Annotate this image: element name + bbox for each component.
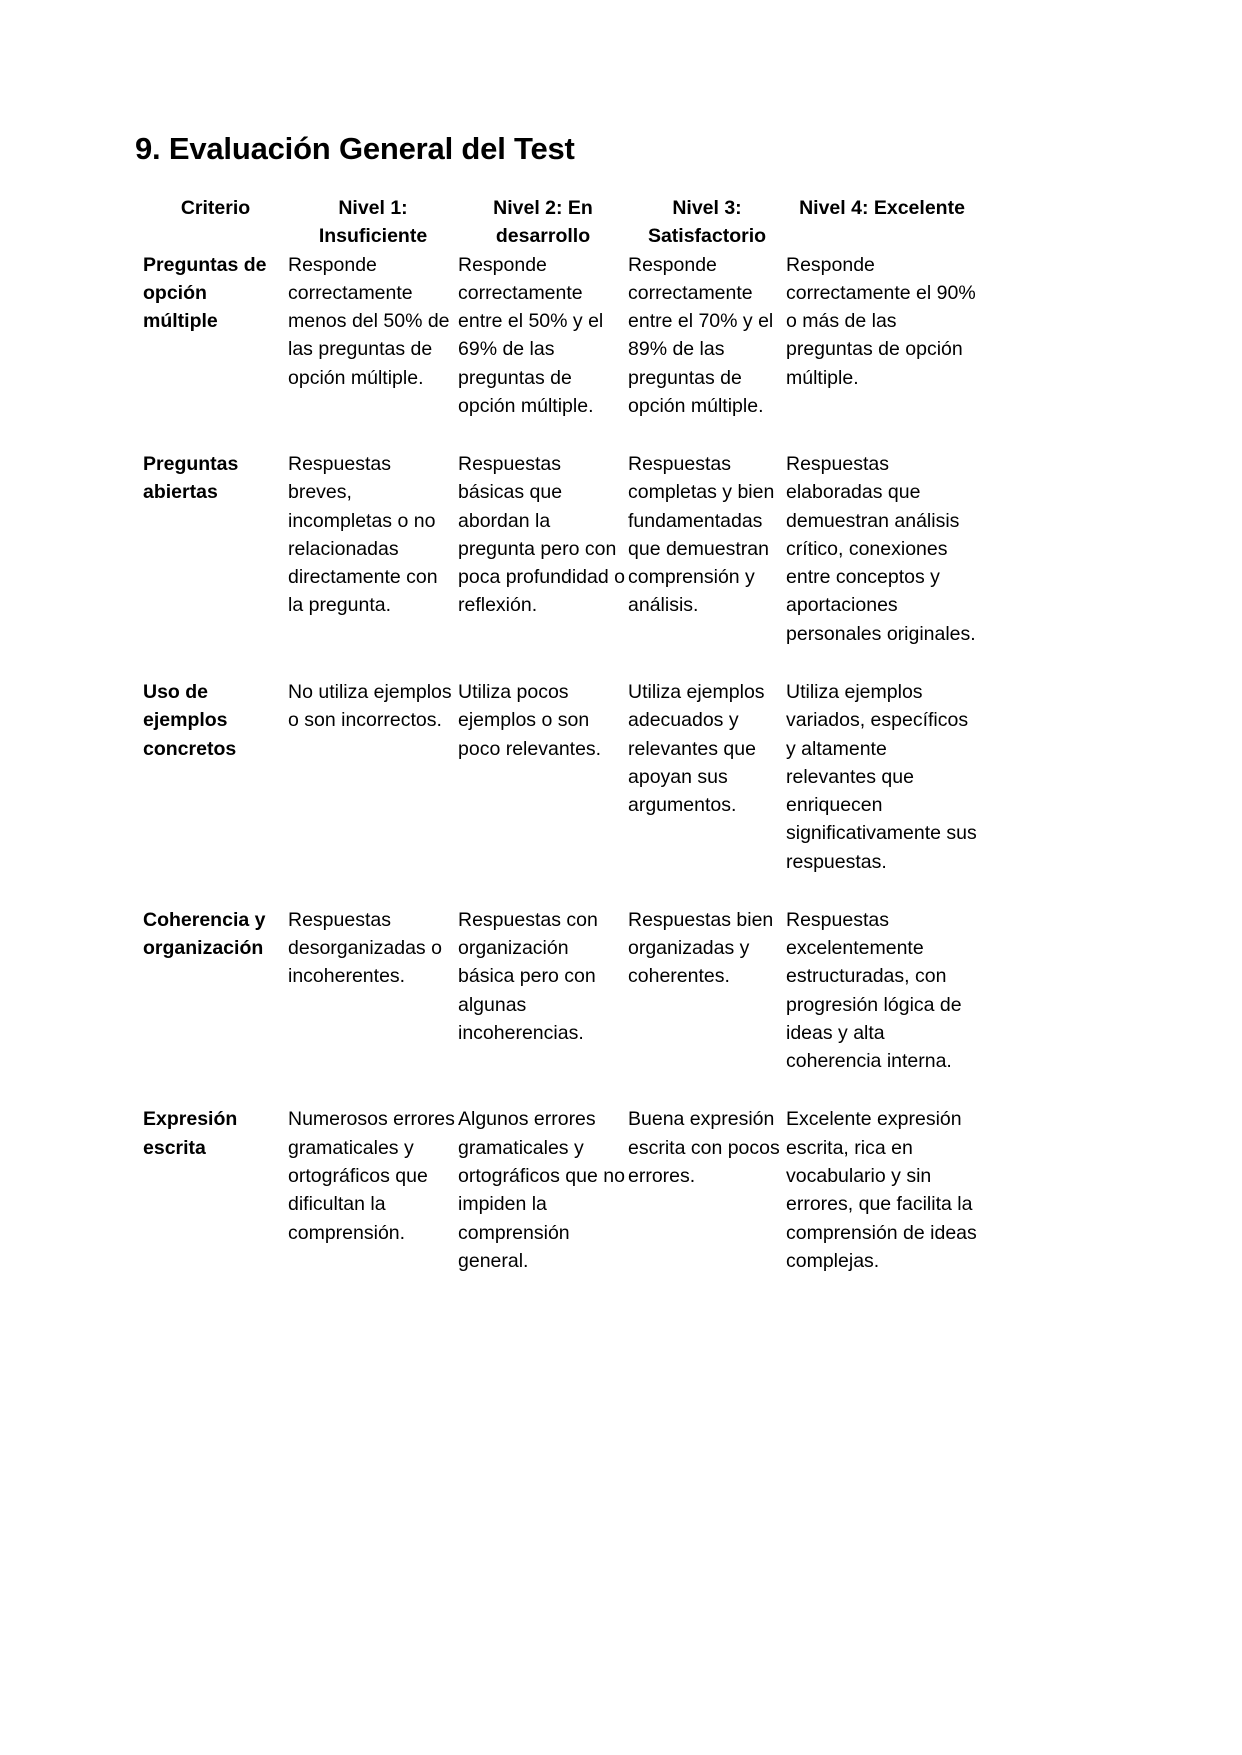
cell-nivel-3: Utiliza ejemplos adecuados y relevantes que apoyan sus argumentos.	[628, 681, 765, 817]
cell-nivel-3: Respuestas completas y bien fundamentadas que demuestran comprensión y análisis.	[628, 453, 775, 617]
cell-nivel-4: Responde correctamente el 90% o más de las preguntas de opción múltiple.	[786, 253, 976, 389]
table-header	[143, 195, 978, 250]
cell-criterio: Preguntas de opción múltiple	[143, 253, 267, 333]
cell-nivel-3: Respuestas bien organizadas y coherentes.	[628, 908, 774, 988]
cell-nivel-4: Respuestas excelentemente estructuradas, con progresión lógica de ideas y alta coherencia interna.	[786, 908, 962, 1073]
cell-criterio: Preguntas abiertas	[143, 453, 239, 504]
cell-nivel-4: Excelente expresión escrita, rica en vocabulario y sin errores, que facilita la comprensión de ideas complejas.	[786, 1108, 977, 1272]
cell-nivel-3: Responde correctamente entre el 70% y el 89% de las preguntas de opción múltiple.	[628, 253, 774, 417]
cell-nivel-4: Respuestas elaboradas que demuestran análisis crítico, conexiones entre conceptos y aportaciones personales originales.	[786, 453, 976, 645]
column-header-nivel-4: Nivel 4: Excelente	[799, 197, 965, 220]
column-header-nivel-3: Nivel 3: Satisfactorio	[647, 197, 767, 247]
cell-nivel-1: Numerosos errores gramaticales y ortográficos que dificultan la comprensión.	[288, 1108, 455, 1244]
column-header-nivel-2: Nivel 2: En desarrollo	[493, 197, 593, 247]
cell-nivel-1: Respuestas desorganizadas o incoherentes.	[288, 908, 442, 988]
cell-nivel-2: Algunos errores gramaticales y ortográficos que no impiden la comprensión general.	[458, 1108, 625, 1272]
evaluation-rubric-table	[143, 195, 978, 1275]
cell-nivel-1: Responde correctamente menos del 50% de las preguntas de opción múltiple.	[288, 253, 450, 389]
cell-nivel-2: Respuestas con organización básica pero con algunas incoherencias.	[458, 908, 598, 1044]
table-row	[143, 450, 978, 678]
column-header-criterio: Criterio	[180, 197, 251, 220]
column-header-nivel-1: Nivel 1: Insuficiente	[318, 197, 428, 247]
table-header-row	[143, 195, 978, 250]
table-row	[143, 678, 978, 906]
table-body	[143, 251, 978, 1276]
cell-criterio: Expresión escrita	[143, 1108, 238, 1159]
table-row	[143, 1105, 978, 1275]
table-row	[143, 251, 978, 451]
cell-nivel-1: Respuestas breves, incompletas o no relacionadas directamente con la pregunta.	[288, 453, 438, 617]
cell-nivel-2: Responde correctamente entre el 50% y el 69% de las preguntas de opción múltiple.	[458, 253, 604, 417]
cell-nivel-3: Buena expresión escrita con pocos errores.	[628, 1108, 780, 1187]
cell-criterio: Uso de ejemplos concretos	[143, 681, 237, 760]
cell-nivel-1: No utiliza ejemplos o son incorrectos.	[288, 681, 452, 732]
page-title: 9. Evaluación General del Test	[135, 131, 575, 166]
cell-nivel-2: Utiliza pocos ejemplos o son poco relevantes.	[458, 681, 602, 760]
cell-criterio: Coherencia y organización	[143, 908, 266, 960]
cell-nivel-2: Respuestas básicas que abordan la pregunta pero con poca profundidad o reflexión.	[458, 453, 625, 617]
cell-nivel-4: Utiliza ejemplos variados, específicos y altamente relevantes que enriquecen significativamente sus respuestas.	[786, 681, 977, 873]
table-row	[143, 906, 978, 1106]
